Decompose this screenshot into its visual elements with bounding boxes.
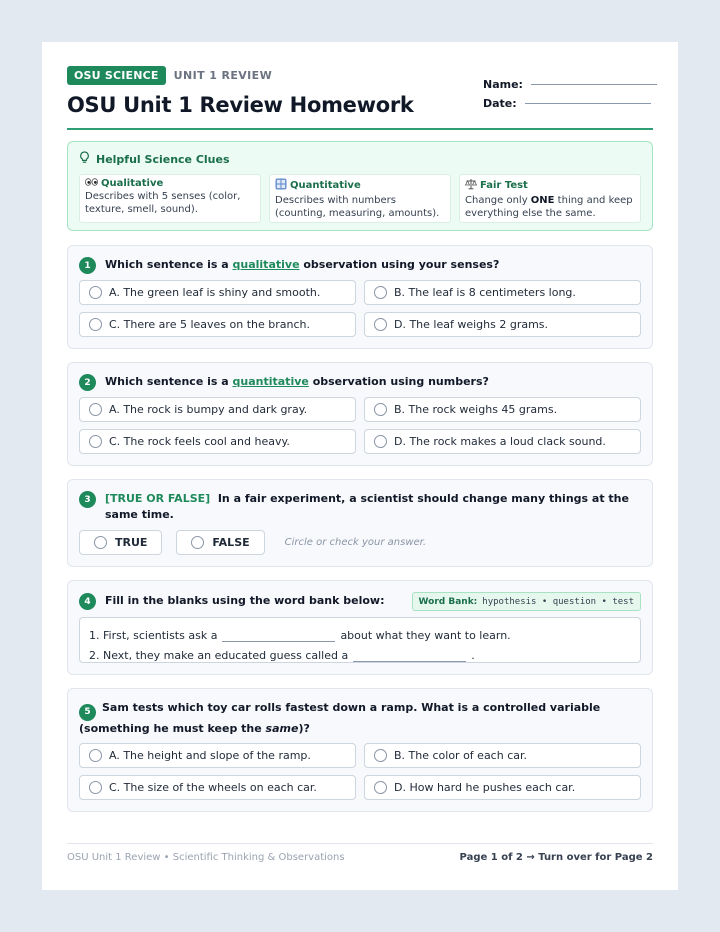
date-field[interactable] [525,103,651,104]
question-5 [67,688,653,812]
radio-button[interactable] [374,286,387,299]
question-number: 5 [79,704,96,721]
answer-option-a[interactable]: A. The green leaf is shiny and smooth. [79,280,356,305]
answer-options [79,743,641,800]
blank-field[interactable] [222,629,335,642]
clue-text: Describes with numbers (counting, measuring, amounts). [275,195,440,219]
answer-option-a[interactable]: A. The rock is bumpy and dark gray. [79,397,356,422]
true-false-tag: [TRUE OR FALSE] [105,492,211,505]
name-row [483,75,653,94]
clue-card-quantitative [269,174,451,223]
answer-options [79,397,641,454]
radio-button[interactable] [374,435,387,448]
true-false-options [79,530,641,555]
worksheet-page [42,42,678,890]
answer-option-c[interactable]: C. There are 5 leaves on the branch. [79,312,356,337]
clue-text: Change only ONE thing and keep everything else the same. [465,195,633,219]
clue-title: Fair Test [480,180,528,191]
clues-heading-text: Helpful Science Clues [96,152,230,166]
radio-button[interactable] [89,781,102,794]
question-4 [67,580,653,675]
radio-button[interactable] [94,536,107,549]
name-label: Name: [483,78,523,91]
keyword: qualitative [232,258,300,271]
page-footer [67,843,653,863]
question-1 [67,245,653,349]
date-label: Date: [483,97,517,110]
question-3 [67,479,653,567]
answer-option-c[interactable]: C. The rock feels cool and heavy. [79,429,356,454]
question-number: 3 [79,491,96,508]
answer-options [79,280,641,337]
word-bank [412,592,641,611]
answer-option-c[interactable]: C. The size of the wheels on each car. [79,775,356,800]
radio-button[interactable] [89,403,102,416]
clue-title: Qualitative [101,178,164,189]
radio-button[interactable] [374,749,387,762]
question-prompt: 2 Which sentence is a quantitative observation using numbers? [79,374,641,391]
radio-button[interactable] [89,435,102,448]
scales-icon [465,178,477,193]
answer-option-b[interactable]: B. The leaf is 8 centimeters long. [364,280,641,305]
radio-button[interactable] [89,286,102,299]
radio-button[interactable] [374,318,387,331]
radio-button[interactable] [374,781,387,794]
question-number: 2 [79,374,96,391]
clue-text: Describes with 5 senses (color, texture, smell, sound). [85,191,241,215]
clue-card-qualitative [79,174,261,223]
answer-option-a[interactable]: A. The height and slope of the ramp. [79,743,356,768]
blank-line-1: 1. First, scientists ask a about what they want to learn. [89,629,511,642]
worksheet-header [67,66,653,128]
footer-page-indicator: Page 1 of 2 → Turn over for Page 2 [459,852,653,863]
word-bank-words: hypothesis • question • test [482,596,634,607]
question-prompt: 5 Sam tests which toy car rolls fastest down a ramp. What is a controlled variable (something he must keep the same)? [79,701,601,735]
footer-course-info: OSU Unit 1 Review • Scientific Thinking & Observations [67,852,345,863]
radio-button[interactable] [89,749,102,762]
clue-card-fair-test [459,174,641,223]
question-prompt: 4 Fill in the blanks using the word bank below: [79,593,384,610]
unit-label: UNIT 1 REVIEW [173,69,273,82]
name-field[interactable] [531,84,657,85]
clue-cards [79,174,641,223]
date-row [483,94,653,113]
page-title: OSU Unit 1 Review Homework [67,93,414,117]
answer-option-d[interactable]: D. The leaf weighs 2 grams. [364,312,641,337]
course-badge: OSU SCIENCE [67,66,166,85]
answer-option-b[interactable]: B. The color of each car. [364,743,641,768]
clues-heading [79,151,641,167]
false-option[interactable]: FALSE [176,530,264,555]
radio-button[interactable] [191,536,204,549]
question-2 [67,362,653,466]
true-option[interactable]: TRUE [79,530,162,555]
question-number: 4 [79,593,96,610]
radio-button[interactable] [89,318,102,331]
word-bank-label: Word Bank: [418,596,478,607]
science-clues-box [67,141,653,231]
answer-option-b[interactable]: B. The rock weighs 45 grams. [364,397,641,422]
answer-option-d[interactable]: D. How hard he pushes each car. [364,775,641,800]
name-date-box [483,75,653,113]
question-number: 1 [79,257,96,274]
clue-title: Quantitative [290,180,361,191]
eyes-icon [85,178,98,189]
keyword: quantitative [232,375,309,388]
lightbulb-icon [79,151,90,167]
blank-field[interactable] [353,649,466,662]
numbers-icon [275,178,287,193]
fill-in-blanks [79,617,641,663]
question-prompt: 1 Which sentence is a qualitative observation using your senses? [79,257,641,274]
answer-option-d[interactable]: D. The rock makes a loud clack sound. [364,429,641,454]
question-prompt: 3 [TRUE OR FALSE] In a fair experiment, a scientist should change many things at the same time. [79,491,641,523]
answer-instruction: Circle or check your answer. [284,537,427,548]
blank-line-2: 2. Next, they make an educated guess called a . [89,649,475,662]
radio-button[interactable] [374,403,387,416]
header-divider [67,128,653,130]
